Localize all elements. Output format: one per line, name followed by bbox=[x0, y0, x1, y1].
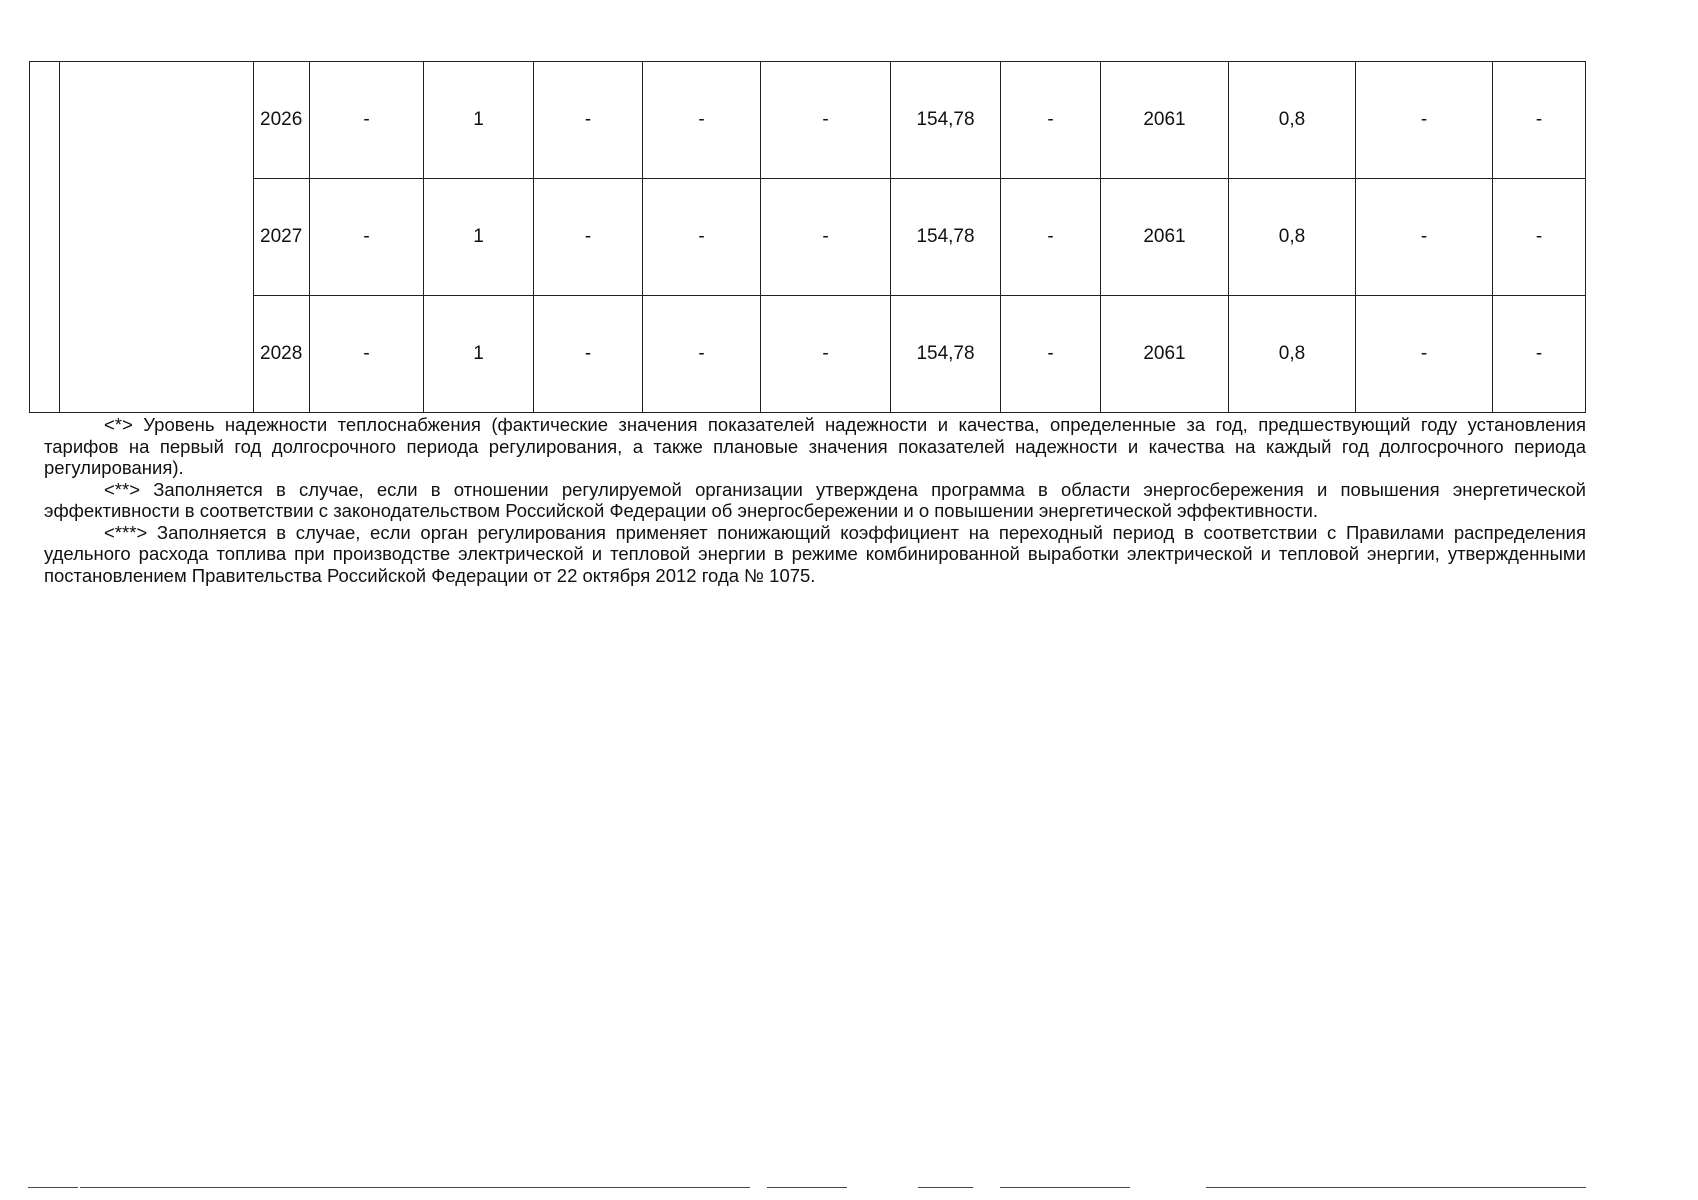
table-cell: - bbox=[1493, 296, 1586, 413]
table-cell: 2061 bbox=[1101, 62, 1229, 179]
table-cell: 2061 bbox=[1101, 179, 1229, 296]
table-cell: - bbox=[643, 179, 761, 296]
table-cell: 154,78 bbox=[891, 179, 1001, 296]
table-cell: 1 bbox=[424, 296, 534, 413]
table-cell: - bbox=[1001, 179, 1101, 296]
table-cell: - bbox=[1356, 62, 1493, 179]
scan-edge-line bbox=[28, 1187, 78, 1188]
footnote-reduction-coefficient: <***> Заполняется в случае, если орган регулирования применяет понижающий коэффициент на переходный период в соответствии с Правилами распределения удельного расхода топлива при производстве электрической и тепловой энергии в режиме комбинированной выработки электрической и тепловой энергии, утвержденными постановлением Правительства Российской Федерации от 22 октября 2012 года № 1075. bbox=[44, 521, 1586, 586]
table-cell: 0,8 bbox=[1229, 179, 1356, 296]
organization-name-cell bbox=[60, 62, 254, 413]
table-cell: - bbox=[1493, 62, 1586, 179]
table-row bbox=[30, 62, 1586, 179]
scan-edge-line bbox=[1000, 1187, 1130, 1188]
table-cell: - bbox=[534, 296, 643, 413]
table-cell: - bbox=[761, 179, 891, 296]
table-cell: - bbox=[1356, 296, 1493, 413]
year-cell: 2026 bbox=[254, 62, 310, 179]
scan-edge-line bbox=[80, 1187, 750, 1188]
year-cell: 2027 bbox=[254, 179, 310, 296]
footnotes bbox=[44, 414, 1586, 586]
table-cell: - bbox=[310, 62, 424, 179]
scan-edge-line bbox=[918, 1187, 973, 1188]
table-cell: - bbox=[761, 62, 891, 179]
table-cell: 1 bbox=[424, 179, 534, 296]
table-cell: - bbox=[643, 296, 761, 413]
table-cell: 0,8 bbox=[1229, 296, 1356, 413]
table-cell: - bbox=[1001, 296, 1101, 413]
table-cell: - bbox=[1001, 62, 1101, 179]
table-cell: - bbox=[534, 179, 643, 296]
table-cell: - bbox=[1356, 179, 1493, 296]
footnote-reliability: <*> Уровень надежности теплоснабжения (фактические значения показателей надежности и качества, определенные за год, предшествующий году установления тарифов на первый год долгосрочного периода регулирования, а также плановые значения показателей надежности и качества на каждый год долгосрочного периода регулирования). bbox=[44, 414, 1586, 478]
table-cell: - bbox=[310, 296, 424, 413]
table-cell: - bbox=[643, 62, 761, 179]
year-cell: 2028 bbox=[254, 296, 310, 413]
table-cell: 1 bbox=[424, 62, 534, 179]
footnote-energy-saving: <**> Заполняется в случае, если в отношении регулируемой организации утверждена программа в области энергосбережения и повышения энергетической эффективности в соответствии с законодательством Российской Федерации об энергосбережении и о повышении энергетической эффективности. bbox=[44, 478, 1586, 521]
table-cell: 0,8 bbox=[1229, 62, 1356, 179]
row-number-cell bbox=[30, 62, 60, 413]
table-cell: - bbox=[761, 296, 891, 413]
scan-edge-line bbox=[767, 1187, 847, 1188]
table-row bbox=[30, 179, 1586, 296]
scan-edge-line bbox=[1206, 1187, 1586, 1188]
table-cell: - bbox=[310, 179, 424, 296]
table-cell: - bbox=[1493, 179, 1586, 296]
table-row bbox=[30, 296, 1586, 413]
table-cell: 2061 bbox=[1101, 296, 1229, 413]
table-cell: 154,78 bbox=[891, 296, 1001, 413]
table-cell: - bbox=[534, 62, 643, 179]
indicators-table bbox=[29, 61, 1586, 413]
table-cell: 154,78 bbox=[891, 62, 1001, 179]
